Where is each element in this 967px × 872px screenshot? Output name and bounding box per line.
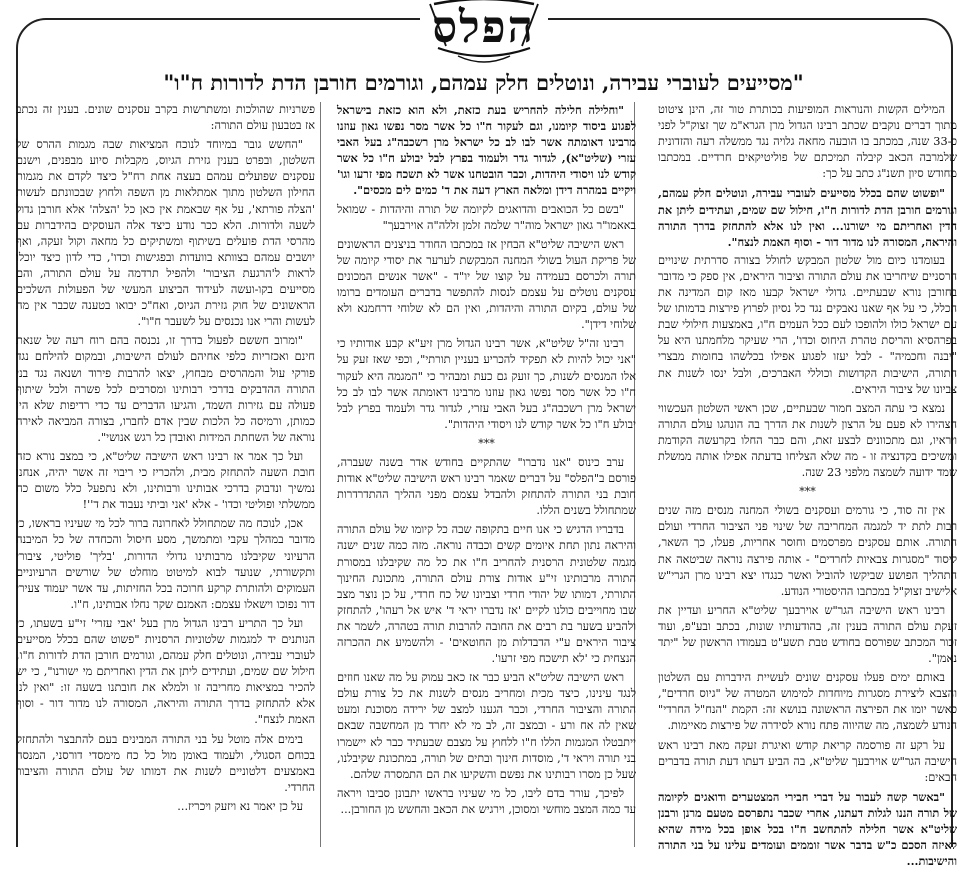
paragraph: "באשר קשה לעבור על דברי חבירי המצטערים ודואגים לקיומה של תורה הננו לגלות דעתנו, אחרי שכבר נתפרסם מטעם מרנן ורבנן שליט"א אשר חלילה להתחשב ח"ו בכל אופן בכל מידה שהיא לאיזה הסכם כ"ש בדבר אשר זוממים ועומדים עלינו על בני התורה והישיבות... — [658, 789, 957, 869]
paragraph: בימים אלה מוטל על בני התורה המבינים בעם להתבצר ולהתחזק בכוחם הסגולי, ולעמוד באומן מול כל כח מימסדי דורסני, המנסה באמצעים דלטוניים לשנות את דמותו של עולם התורה והציבור החרדי. — [16, 732, 315, 794]
masthead-title: הפלס — [432, 2, 535, 53]
paragraph: "החשש גובר במיוחד לנוכח המציאות שבה מגמות ההרס של השלטון, ובפרט בענין גזירת הגיוס, מקבלות סיוע מבפנים, וישנם עסקנים שפועלים עמהם בעצה אחת רח"ל כיצד לקדם את מגמות החילון השלטון מתוך אמתלאות מן השפה ולחוץ שבכוונתם לעשות 'הצלה פורתא', על אף שבאמת אין כאן כל 'הצלה' אלא חורבן גדול לשעה ולדורות. הלא ככר נודע כיצד אלה העוסקים בהידברות עם מהרסי הדת פועלים בשיתוף ומשתיקים כל מחאה וקול זעקה, ואף יושבים עמהם בצוותא בוועדות ובפגישות וכדו', כדי לדון כיצד יוכלו לראות ל'הרגעת הציבור' ולהפיל תרדמה על עולם התורה, והם מסייעים בקו-ועשה לעידוד הביצוע המעשי של הפעולות השלכים הראשונים של חוק גזירת הגיוס, ואח"כ יבואו בטענה שכבר אין מה לעשות והרי אנו נכנסים על לשעבר ח"ו". — [16, 138, 315, 329]
article-columns — [16, 102, 957, 869]
paragraph: ועל כך התריע רבינו הגדול מרן בעל 'אבי עזרי' זי"ע בשעתו, כי הנותנים יד למגמות שלטוניות הרסניות "פשוט שהם בכלל מסייעים לעוברי עבירה, ונוטלים חלק עמהם, וגורמים חורבן הדת לדורות ח"ו, חילול שם שמים, ועתידים ליתן את הדין ואחריתם מי ישורנו", כי יש להכיר במציאות מחריבה זו ולמלא את חובתנו בשעה זו: "ואין לנו אלא להתחזק בדרך התורה והיראה, המסורה לנו מדור דור - וסוף האמת לנצח". — [16, 616, 315, 727]
paragraph: בדבריו הדגיש כי אנו חיים בתקופה שבה כל קיומו של עולם התורה והיראה נתון תחת איומים קשים וכבדה נוראה. מזה כמה שנים ישנה מגמה שלטונית הרסנית להחריב ח"ו את כל מה שקיבלנו במסורת התורה מרבותינו זי"ע אודות צורת עולם התורה, מתכונת החינוך התורתי, דמותו של יהודי חרדי וצביונו של כח חרדי, על כן נוצר מצב שבו מחוייבים כולנו לקיים 'אז נדברו יראי ד' איש אל רעהו', להתחזק ולהביע בשער בת רבים את החובה להרבות תורה בטהרה, לשמר את ציבור היראים ע"י הדבדלות מן החוטאים' - ולהשמיע את ההכרזה הנצחית כי 'לא תישכח מפי זרעו'. — [337, 523, 636, 666]
paragraph: רבינו זה"ל שליט"א, אשר רבינו הגדול מרן זיע"א קבע אודותיו כי "אני יכול להיות לא תפקיד להכריע בעניין תורתי", וכפי שאז זעק על אלו המנסים לשנות, כך זועק גם כעת ומבהיר כי "המגמה היא לעקור ח"ו כל אשר מסר נפשו גאון עוזנו מרבינו דאומתה אשר לבו לב כל ישראל מרן רשכבה"ג בעל האבי עזרי, לגדור גדר ולעמוד בפרץ לבל יבולע ח"ו כל אשר קודש לנו ויסודי היהדות". — [337, 337, 636, 431]
paragraph: על כן יאמר נא ויזעק ויכריז... — [177, 799, 303, 813]
section-separator: *** — [478, 436, 495, 450]
paragraph: אכן, לנוכח מה שמתחולל לאחרונה ברור לכל מי שעיניו בראשו, כי מדובר במהלך עקבי ומתמשך, מסע חיסול והכחדה של כל המיבנה הרעיוני שקיבלנו מרבותינו גדולי הדורות, 'בליך' פוליטי, ציבורי ותקשורתי, שנועד לבוא למיטוט מוחלט של שורשים הרעיוניים העמוקים ולהותרת קרקע חרוכה בכל החזיתות, עד אשר יעמוד צעירי דור נפוכו וישאלו עצמם: האמנם שקר נחלו אבותינו, ח"ו. — [16, 517, 315, 611]
paragraph: אין זה סוד, כי גורמים ועסקנים בשולי המחנה מנסים מזה שנים רבות לתת יד למגמה המחריבה של שינוי פני הציבור החרדי ועולם התורה. אותם עסקנים מפרסמים וחוסר אחריות, פעלו, כך השאר, ליסוד "מסגרות צבאיות לחרדים" - אותה פירצה נוראה שביטאה את התהליך הפושע שביקשו להוביל ואשר כנגדו יצא רבינו מרן הגרי"ש אלישיב זצוק"ל במכתבו ההיסטורי הנודע. — [658, 504, 957, 598]
article-column — [337, 102, 636, 872]
paragraph: ועל כך אמר אז רבינו ראש הישיבה שליט"א, כי במצב נורא כזה חובת השעה להתחזק מבית, ולהכריז כי ריבוי זה אשר יהיה, אנחנו נמשיך ונדבוק בדרכי אבותינו ורבותינו, ולא נתפעל כלל משום כח ממשלתי ופוליטי וכדו' - אלא 'אני וביתי נעבוד את ד''! — [16, 449, 315, 512]
paragraph: לפיכך, עורר בדם ליבו, כל מי שעיניו בראשו יתבונן סביבו ויראה עד כמה המצב מוחשי ומסוכן, וירגיש את הכאב והחשש מן החורבן... — [337, 786, 636, 816]
paragraph: "ומרוב חששם לפעול בדרך זו, נכנסה בהם רוח רעה של שנאת חינם ואכזריות כלפי אחיהם לעולם הישיבות, ובמקום להילחם נגד פורקי עול והמהרסים מבחוץ, יצאו להרבות פירוד ושנאה נגד בני התורה ההדבקים בדרכי רבותינו ומסרבים לכל פשרה ולכל שיתוף פעולה עם גזירות השמד, והגיעו הדברים עד כדי רדיפות שלא היו כמותן, ורמיסה כל הלכות שבין אדם לחברו, בצורה המביאה לאירה נוראה של השחתת המידות ואובדן כל רגש אנושי". — [16, 334, 315, 444]
paragraph: נמצא כי עתה המצב חמור שבעתיים, שכן ראשי השלטון העכשווי הצהירו לא פעם על הרצון לשנות את הדרך בה הונהגו עולם התורה ויראיו, וגם מתכוונים לבצע זאת, והם כבר החלו בקרעשה הקודמת ומשיכים בקדנציה זו - מה שלא הצליחו בדעתה אפילו אותה ממשלת שמד ידועה לשמצה מלפני 23 שנה. — [658, 401, 957, 480]
paragraph: ראש הישיבה שליט"א הביע כבר אז כאב עמוק על מה שאנו חוזים לנגד עינינו, כיצד מכית ומחריב מנסים לשנות את כל צורת עולם התורה והציבור החרדי, וכבר הגענו למצב של ירידה מסוכנת ומעט שאין לה אח ורע - ובמצב זה, לב מי לא יחרד מן המחשבה שבאם ייתבטלו המגמות הללו ח"ו ללחוץ על מצבם שבעתיד כבר לא יישמרו בני תורה ויראי ד', מוסדות חינוך ובתים של תורה, במתכונת שקיבלנו, שעל כן מסרו רבותינו את נפשם והשקיעו את הם התמסרה שלהם. — [337, 671, 636, 781]
paragraph: בעומדנו כיום מול שלטון המבקש לחולל בצורה סדרתית שינויים הרסניים שיחריבו את עולם התורה וציבור היראים, אין ספק כי מדובר בחורבן נורא שבעתיים. גדולי ישראל קבעו מאז קום המדינה את הכלל, כי על אף שאנו נאבקים נגד כל נסיון לפרוץ פירצות בדמותו של עם ישראל כולו ולהופכו לעם ככל העמים ח"ו, באמצעות חילולי שבת בפרהסיא והריסת טהרת היחוס וכדו', הרי שעיקר מלחמתנו היא על "יבנה וחכמיה" - לבל יעזו לפגוע אפילו בכלשהו בחומות מבצרי התורה, הישיבות הקדושות וכוללי האברכים, ולבל ינסו לשנות את צביונו של ציבור היראים. — [658, 253, 957, 396]
paragraph: פשרניות שהולכות ומשתרשות בקרב עסקנים שונים. בענין זה נכתב אז בטבעון עולם התורה: — [16, 103, 315, 133]
paragraph: המילים הקשות והנוראות המופיעות בכותרת טור זה, הינן ציטוט מתוך דברים נוקבים שכתב רבינו הגדול מרן הגרא"מ שך זצוק"ל לפני כ-33 שנה, במכתב בו הובעה מחאה גלויה נגד ממשלה רעה והזדונית שלמרבה הכאב קיבלה תמיכתם של פוליטיקאים חרדיים. במכתבו מחודש סיון תשנ"ג כתב על כך: — [658, 103, 957, 181]
paragraph: ראש הישיבה שליט"א הבחין אז במכתבו החודר בניצנים הראשונים של פריקת העול בשולי המחנה המבקשת לערער את יסודי קיומה של תורה ולכרסם בעמידה על קוצו של יו"ד - "אשר אנשים המכונים עסקנים נוטלים על עצמם לנסות להתפשר בדברים העומדים ברומו של עולם, בקיום התורה והיהדות, ואין הם לא שלוחי דרחמנא ולא שלוחי דידן". — [337, 237, 636, 332]
paragraph: באותם ימים פעלו עסקנים שונים לעשיית הידברות עם השלטון והצבא ליצירת מסגרות מיוחדות למימוש המטרה של "גיוס חרדים", כאשר יומו את הפירצה הראשונה בנושא זה: הקמת "הנח"ל החרדי" הנודע לשמצה, מה שהיווה פתח נורא לסידרה של פירצות מאיימות. — [658, 671, 957, 733]
paragraph: ערב כינוס "אנו נדברו" שהתקיים בחודש אדר בשנה שעברה, פורסם ב"הפלס" על דברים שאמר רבינו ראש הישיבה שליט"א אודות חובת בני התורה להתחזק ולהבדל עצמם מפני ההליך ההתדרדרות שמתחולל בשנים הללו. — [337, 455, 636, 518]
article-column — [16, 102, 315, 872]
paragraph: על רקע זה פורסמה קריאת קודש ואיגרת זעקה מאת רבינו ראש הישיבה הגר"ש אוירבעך שליט"א, בה הביע דעתו דעת תורה בדברים הבאים: — [658, 738, 957, 784]
paragraph: "בשם כל הכואבים והדואגים לקיומה של תורה והיהדות - שמואל באאמו"ר גאון ישראל מוה"ר שלמה זלמן זללה"ה אוירבעך" — [337, 202, 636, 232]
headline: "מסייעים לעוברי עבירה, ונוטלים חלק עמהם, וגורמים חורבן הדת לדורות ח"ו" — [163, 70, 804, 95]
article-column — [658, 102, 957, 872]
section-separator: *** — [799, 485, 816, 499]
paragraph: "וחלילה חלילה להחריש בעת כזאת, ולא הוא כזאת בישראל לפגוע ביסוד קיומנו, וגם לעקור ח"ו כל אשר מסר נפשו גאון עוזנו מרבינו דאומתה אשר לבו לב כל ישראל מרן רשכבה"ג בעל האבי עזרי (שליט"א), לגדור גדר ולעמוד בפרץ לבל יבולע ח"ו כל אשר קודש לנו ויסודי היהדות, וכבר הובטחנו אשר לא תשכח מפי זרעו וגו' ויקיים במהרה דידן ומלאה הארץ דעה את ד' כמים לים מכסים". — [337, 103, 636, 198]
paragraph: "ופשוט שהם בכלל מסייעים לעוברי עבירה, ונוטלים חלק עמהם, וגורמים חורבן הדת לדורות ח"ו, חילול שם שמים, ועתידים ליתן את הדין ואחריתם מי ישורנו... ואין לנו אלא להתחזק בדרך התורה והיראה, המסורה לנו מדור דור - וסוף האמת לנצח". — [658, 186, 957, 249]
paragraph: רבינו ראש הישיבה הגר"ש אוירבעך שליט"א החריע ועדיין את זעקת עולם התורה בענין זה, בהודעותיו שונות, בכתב ובע"פ, ועוד זכור המכתב שפורסם בחודש טבת תשע"ט בעמודו הראשון של "יתד נאמן". — [658, 603, 957, 666]
